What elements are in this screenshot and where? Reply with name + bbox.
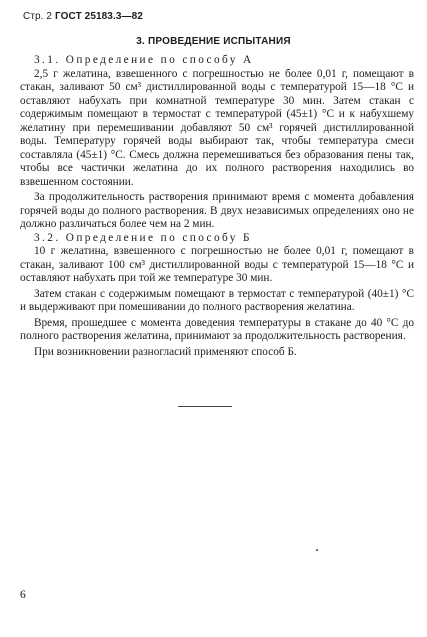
body-text: [20, 54, 414, 359]
method-b-heading: 3.2. Определение по способу Б: [34, 231, 252, 244]
page-number: 6: [20, 589, 26, 601]
end-divider: [178, 406, 232, 407]
method-b-paragraph: 10 г желатина, взвешенного с погрешностью не более 0,01 г, помещают в стакан, заливают 100 см³ дистиллированной воды с температурой 15—18 °С и оставляют набухать при той же температуре 30 мин.: [20, 245, 414, 284]
standard-number: ГОСТ 25183.3—82: [54, 11, 143, 22]
thermostat-paragraph: Затем стакан с содержимым помещают в термостат с температурой (40±1) °С и выдерживают при помешивании до полного растворения желатина.: [20, 287, 414, 313]
method-a-paragraph: 2,5 г желатина, взвешенного с погрешностью не более 0,01 г, помещают в стакан, заливают 50 см³ дистиллированной воды с температурой 15—18 °С и оставляют набухать при комнатной температуре 30 мин. Затем стакан с содержимым помещают в термостат с температурой (45±1) °С и к набухшему желатину при перемешивании добавляют 50 см³ горячей дистиллированной воды. Температуру горячей воды выбирают так, чтобы температура смеси составляла (45±1) °С. Смесь должна перемешиваться без образования пены так, чтобы все частички желатина до их полного растворения находились во взвешенном состоянии.: [20, 67, 414, 188]
scan-speck: [316, 549, 318, 551]
page-label: Стр. 2: [23, 11, 53, 22]
method-a-heading: 3.1. Определение по способу А: [34, 54, 254, 66]
section-title: 3. ПРОВЕДЕНИЕ ИСПЫТАНИЯ: [136, 36, 291, 47]
page-header: [23, 11, 143, 22]
time-paragraph: Время, прошедшее с момента доведения температуры в стакане до 40 °С до полного растворения желатина, принимают за продолжительность растворения.: [20, 316, 414, 342]
dispute-paragraph: При возникновении разногласий применяют способ Б.: [34, 345, 297, 358]
duration-paragraph: За продолжительность растворения принимают время с момента добавления горячей воды до полного растворения. В двух независимых определениях оно не должно различаться более чем на 2 мин.: [20, 191, 414, 230]
